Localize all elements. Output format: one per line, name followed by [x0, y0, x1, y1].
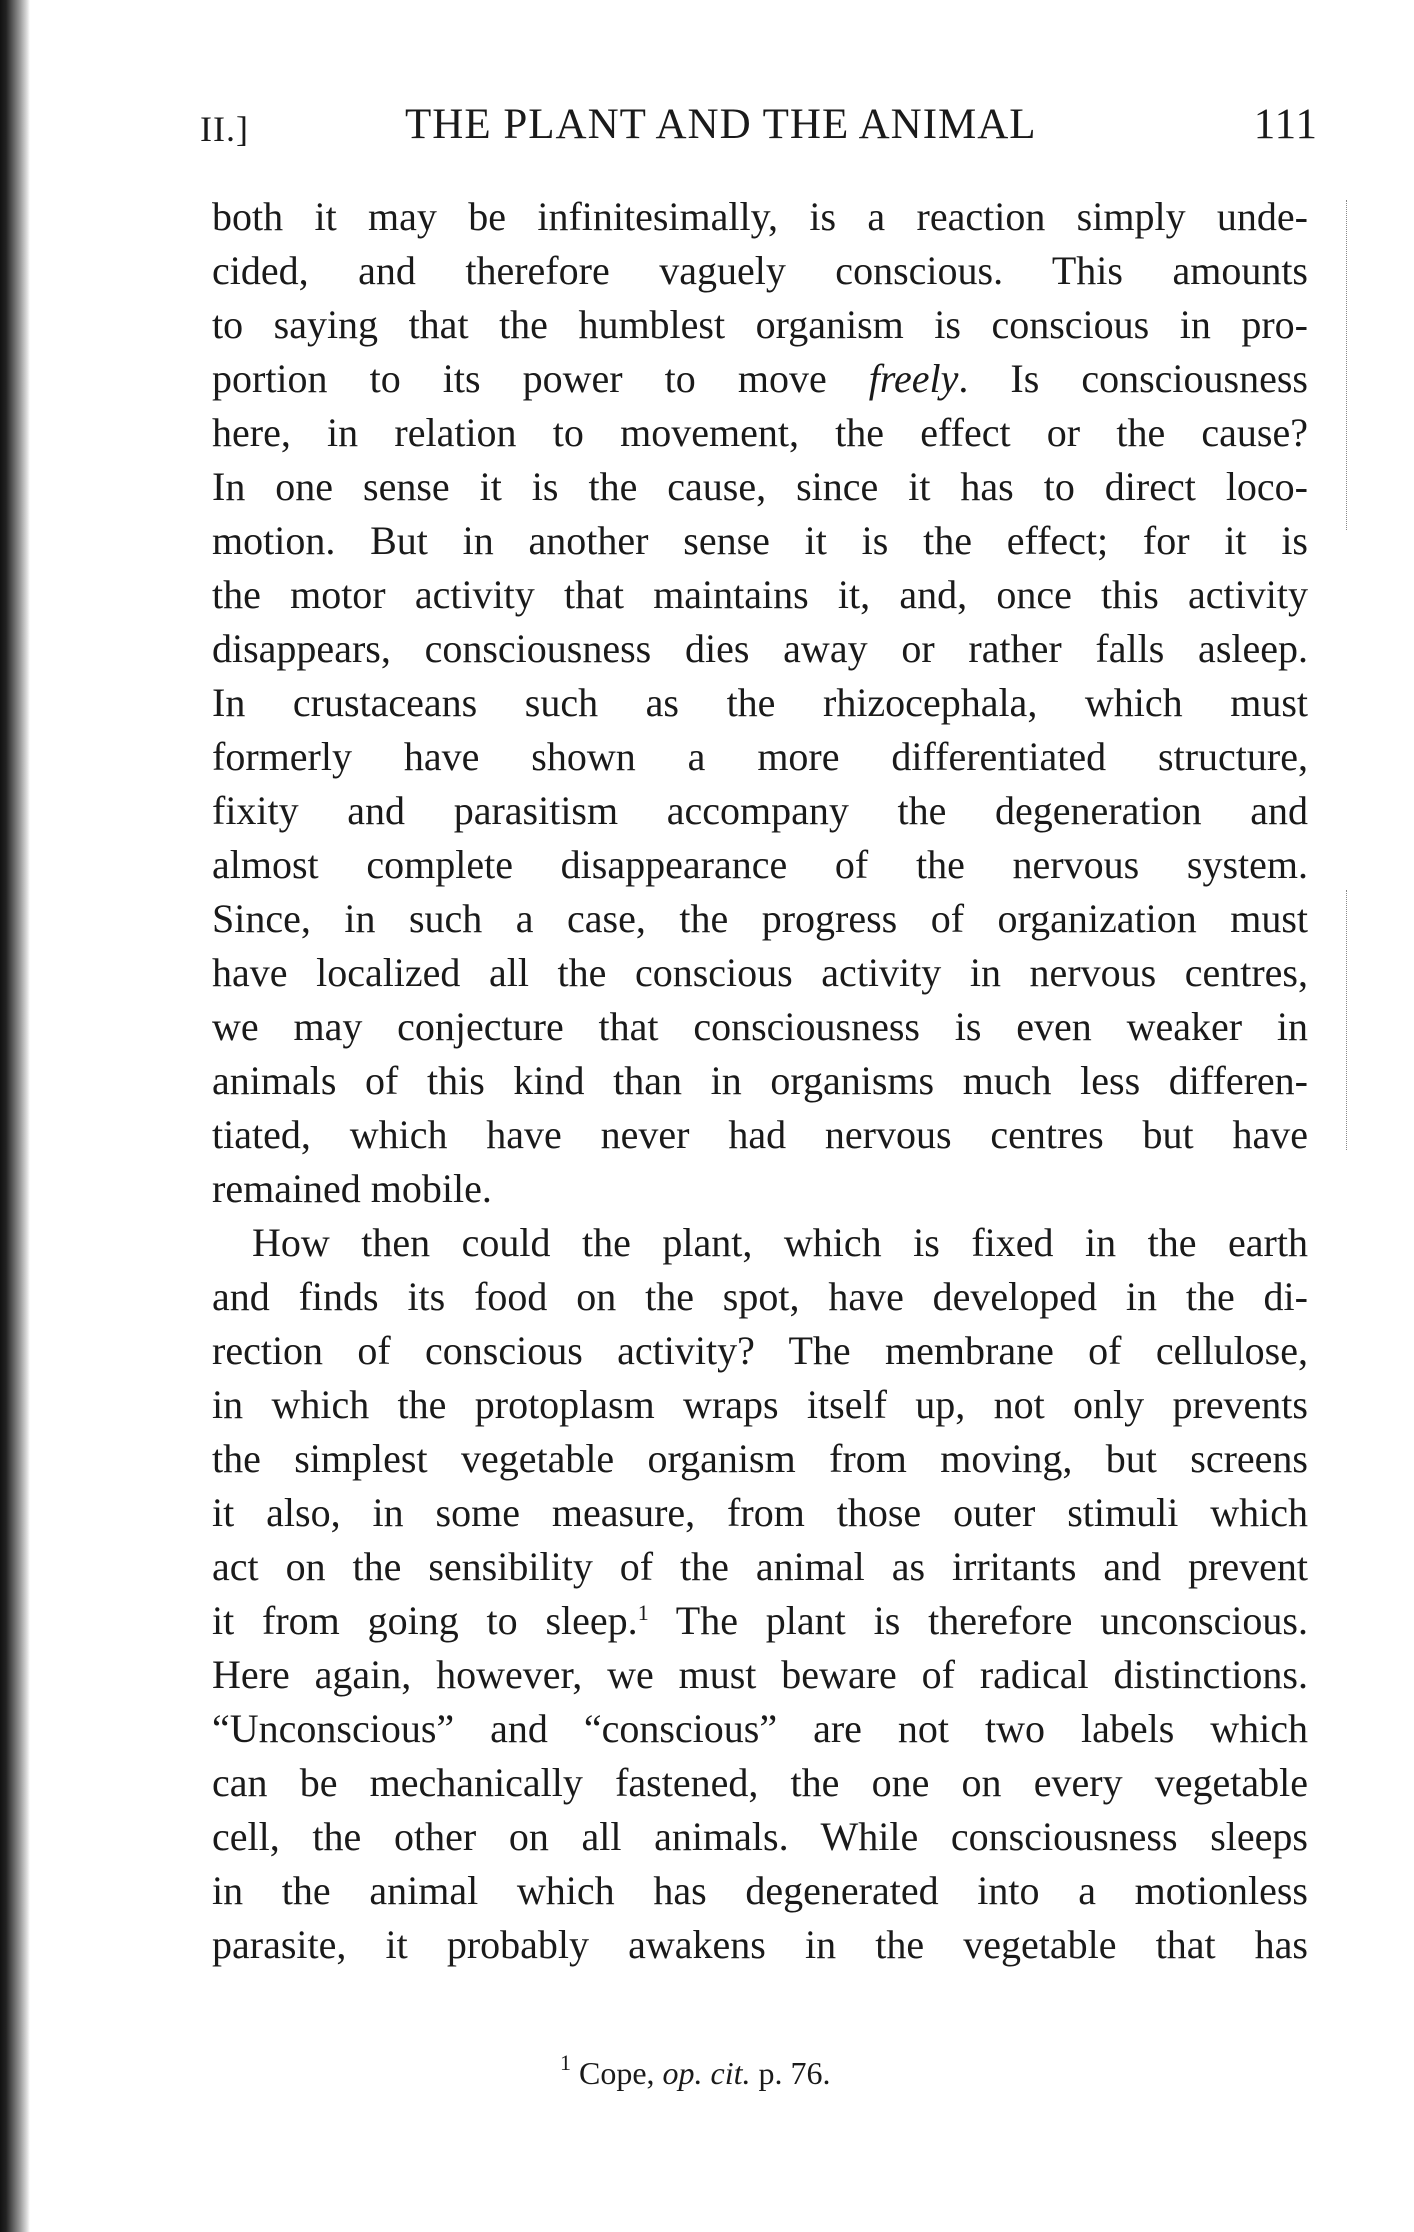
text-fragment: The plant is therefore unconscious. — [648, 1598, 1308, 1643]
text-line: can be mechanically fastened, the one on every vegetable — [212, 1760, 1308, 1805]
paragraph-1 — [212, 190, 1308, 1216]
footnote — [560, 2050, 831, 2092]
running-title: THE PLANT AND THE ANIMAL — [405, 101, 1037, 148]
text-line: disappears, consciousness dies away or rather falls asleep. — [212, 626, 1308, 671]
text-line: fixity and parasitism accompany the degeneration and — [212, 788, 1308, 833]
footnote-number: 1 — [560, 2050, 571, 2075]
text-line: have localized all the conscious activity in nervous centres, — [212, 950, 1308, 995]
text-line: both it may be infinitesimally, is a reaction simply unde- — [212, 194, 1308, 239]
text-line: How then could the plant, which is fixed in the earth — [252, 1220, 1308, 1265]
text-line — [212, 1594, 1308, 1648]
footnote-reference: op. cit. — [662, 2055, 751, 2091]
page-number: 111 — [1253, 101, 1318, 148]
body-text — [212, 190, 1308, 1972]
text-line: cell, the other on all animals. While consciousness sleeps — [212, 1814, 1308, 1859]
text-line: Since, in such a case, the progress of organization must — [212, 896, 1308, 941]
text-line: in which the protoplasm wraps itself up, not only prevents — [212, 1382, 1308, 1427]
text-line: In one sense it is the cause, since it has to direct loco- — [212, 464, 1308, 509]
margin-pencil-mark — [1346, 200, 1347, 530]
text-line: motion. But in another sense it is the effect; for it is — [212, 518, 1308, 563]
footnote-marker[interactable]: 1 — [637, 1600, 649, 1625]
text-line — [212, 352, 1308, 406]
text-line: we may conjecture that consciousness is even weaker in — [212, 1004, 1308, 1049]
text-line: formerly have shown a more differentiated structure, — [212, 734, 1308, 779]
text-line: it also, in some measure, from those outer stimuli which — [212, 1490, 1308, 1535]
text-line: here, in relation to movement, the effect or the cause? — [212, 410, 1308, 455]
running-header — [200, 100, 1318, 160]
text-line: the motor activity that maintains it, and, once this activity — [212, 572, 1308, 617]
margin-pencil-mark — [1346, 890, 1347, 1150]
text-line: the simplest vegetable organism from moving, but screens — [212, 1436, 1308, 1481]
text-line: tiated, which have never had nervous centres but have — [212, 1112, 1308, 1157]
text-fragment: portion to its power to move — [212, 356, 869, 401]
footnote-page: p. 76. — [750, 2055, 831, 2091]
text-line: remained mobile. — [212, 1166, 492, 1211]
text-line: cided, and therefore vaguely conscious. This amounts — [212, 248, 1308, 293]
text-line: parasite, it probably awakens in the vegetable that has — [212, 1922, 1308, 1967]
text-line: act on the sensibility of the animal as irritants and prevent — [212, 1544, 1308, 1589]
text-line: in the animal which has degenerated into a motionless — [212, 1868, 1308, 1913]
text-line: almost complete disappearance of the nervous system. — [212, 842, 1308, 887]
text-fragment: . Is consciousness — [958, 356, 1308, 401]
paragraph-2 — [212, 1216, 1308, 1972]
footnote-author: Cope, — [571, 2055, 663, 2091]
text-line: to saying that the humblest organism is conscious in pro- — [212, 302, 1308, 347]
text-line: animals of this kind than in organisms much less differen- — [212, 1058, 1308, 1103]
text-fragment: it from going to sleep. — [212, 1598, 638, 1643]
page-binding-edge — [0, 0, 30, 2232]
text-line: “Unconscious” and “conscious” are not two labels which — [212, 1706, 1308, 1751]
text-line: rection of conscious activity? The membrane of cellulose, — [212, 1328, 1308, 1373]
text-line: and finds its food on the spot, have developed in the di- — [212, 1274, 1308, 1319]
text-line: In crustaceans such as the rhizocephala, which must — [212, 680, 1308, 725]
italic-word: freely — [868, 356, 959, 401]
text-line: Here again, however, we must beware of radical distinctions. — [212, 1652, 1308, 1697]
chapter-number: II.] — [200, 109, 249, 149]
